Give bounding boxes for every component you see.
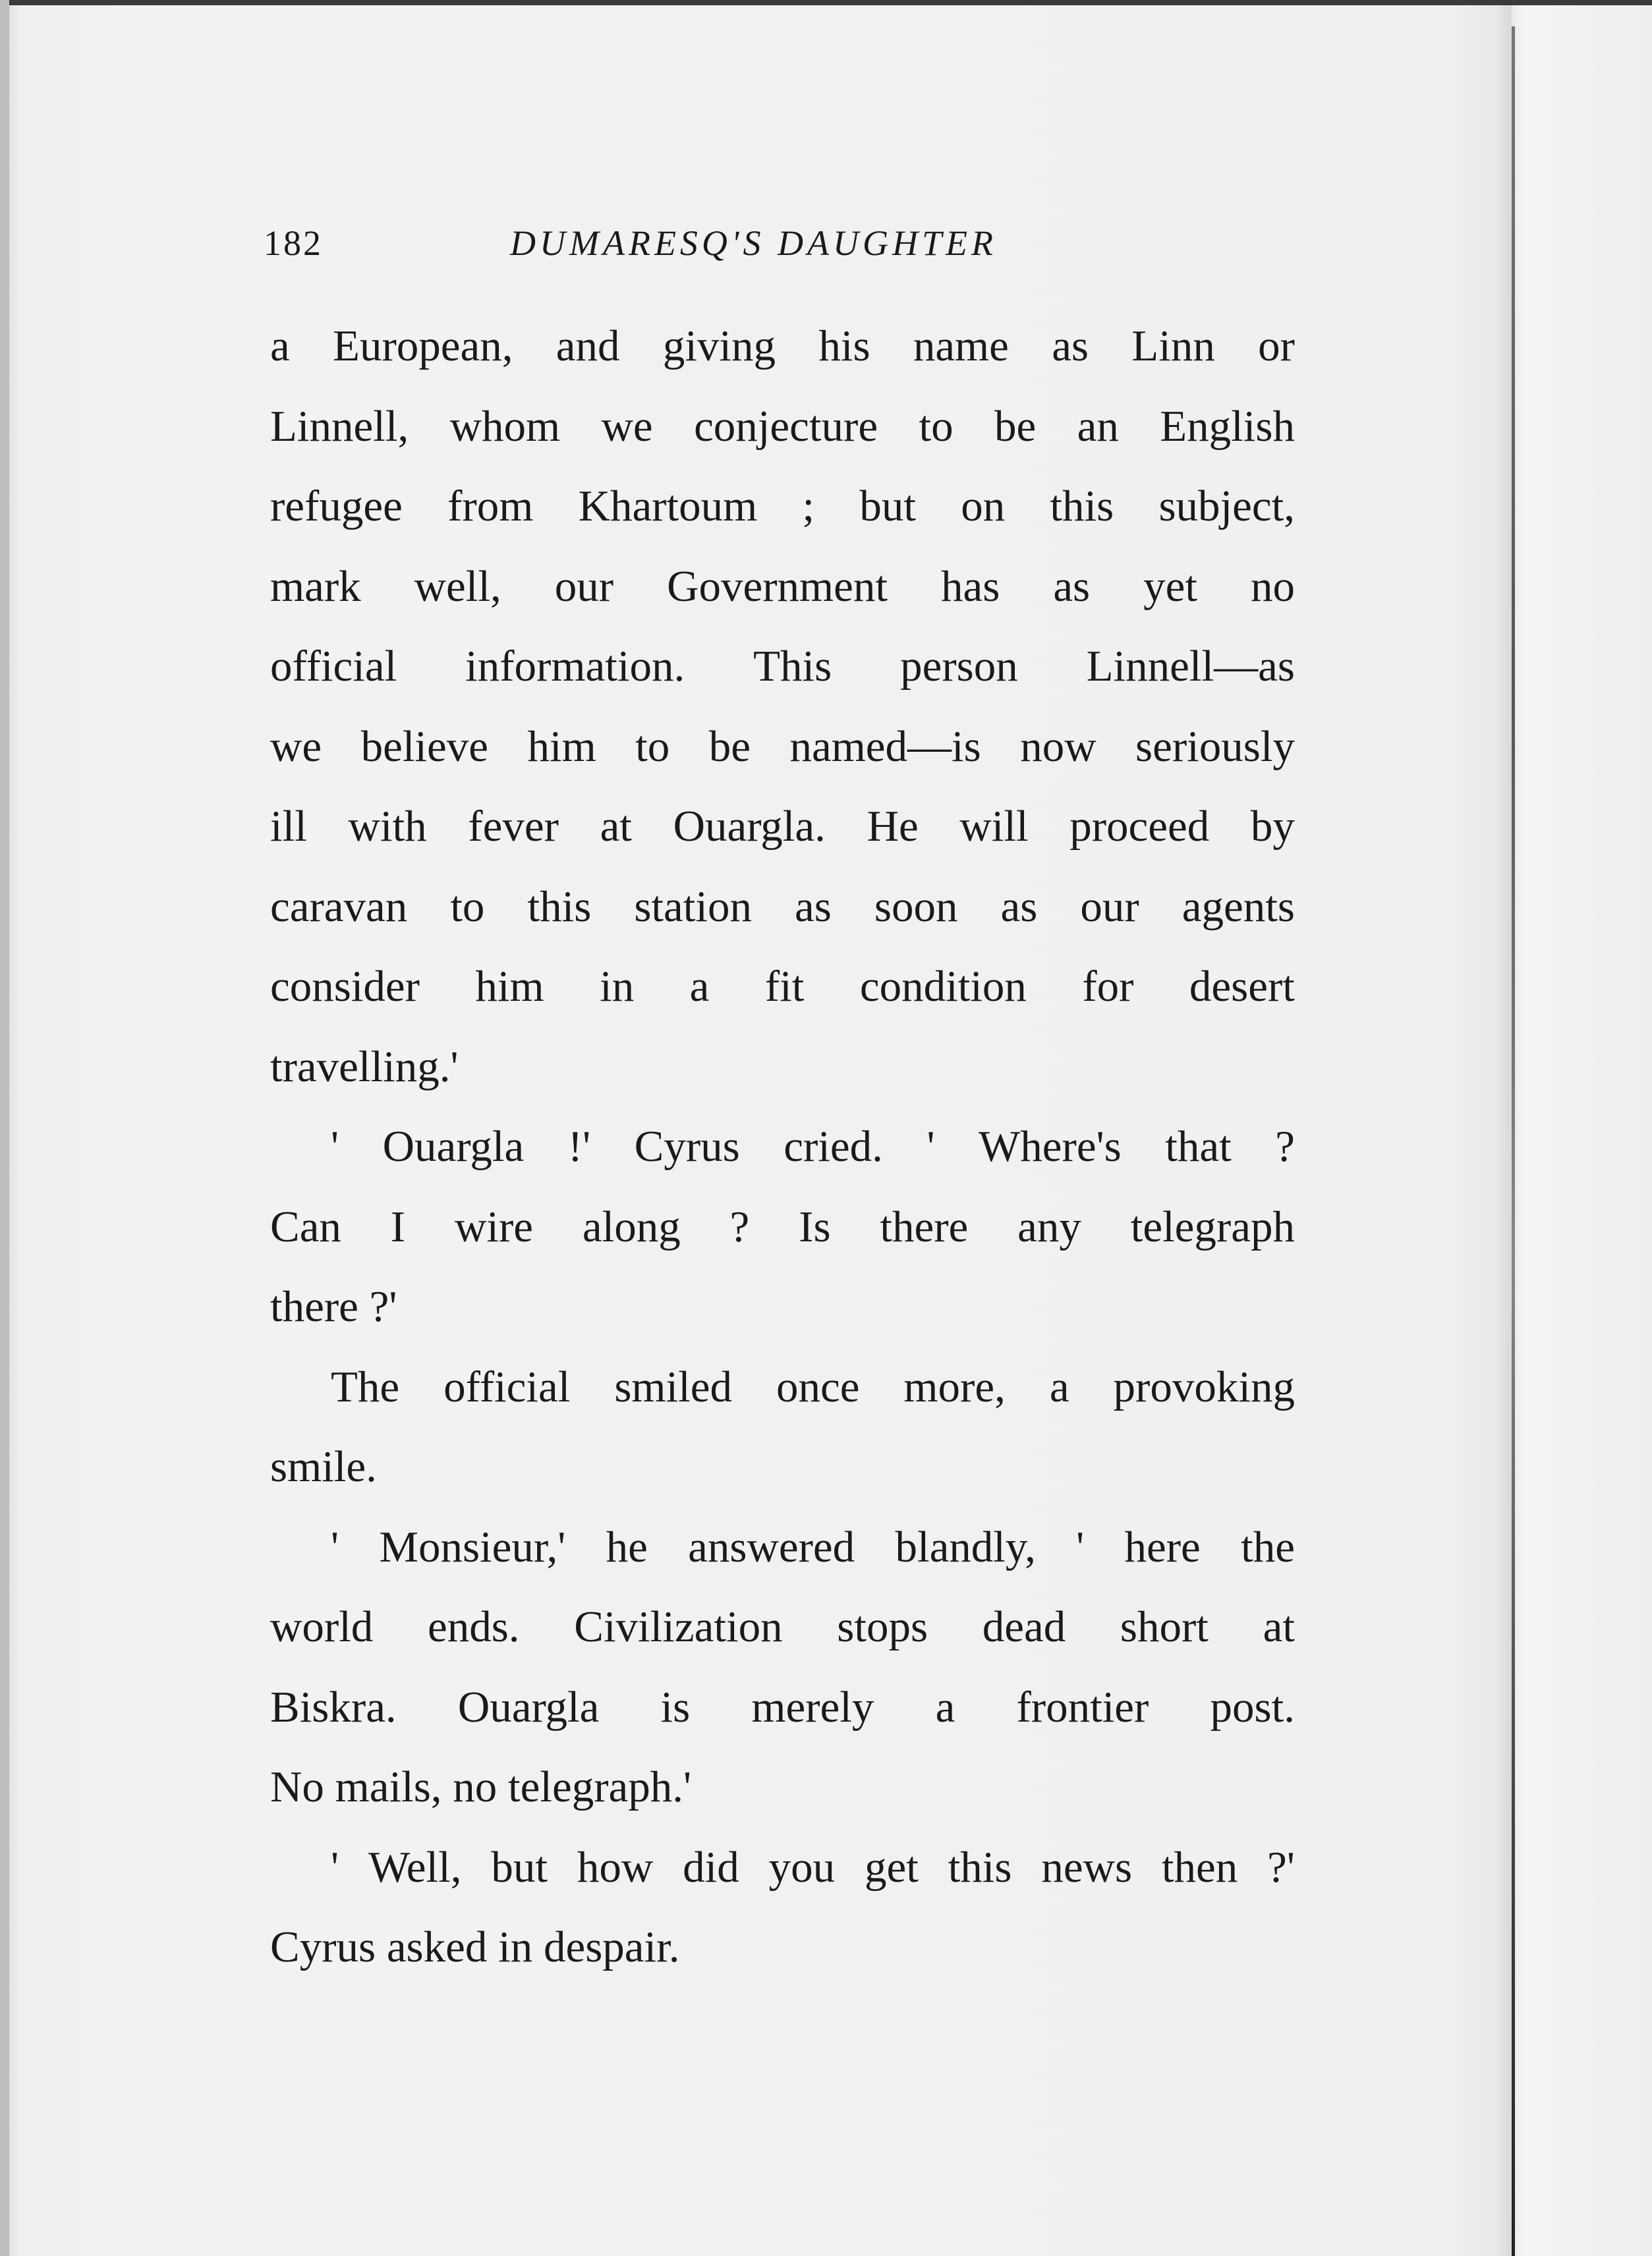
line-text: Cyrus asked in despair.	[270, 1923, 680, 1971]
text-line-7	[270, 787, 1295, 867]
body-text	[270, 306, 1295, 1988]
word: smiled	[614, 1362, 732, 1411]
text-line-19	[270, 1747, 1295, 1828]
word: well,	[414, 561, 501, 611]
word: subject,	[1158, 482, 1295, 530]
word: Government	[667, 561, 888, 611]
word: '	[331, 1842, 339, 1892]
word: did	[683, 1842, 739, 1892]
page-number: 182	[264, 223, 323, 263]
word: Linnell—as	[1086, 642, 1295, 691]
word: ill	[270, 802, 307, 851]
page-left-edge	[0, 0, 9, 2256]
word: agents	[1182, 882, 1295, 931]
line-text: No mails, no telegraph.'	[270, 1762, 692, 1811]
word: this	[948, 1842, 1012, 1892]
word: name	[913, 322, 1009, 370]
word: on	[961, 482, 1006, 530]
word: as	[1000, 882, 1038, 931]
word: conjecture	[694, 401, 878, 451]
word: more,	[903, 1362, 1006, 1411]
word: a	[270, 322, 290, 370]
text-line-14	[270, 1347, 1295, 1428]
word: or	[1258, 322, 1295, 370]
word: our	[1080, 882, 1139, 931]
word: to	[919, 401, 954, 451]
word: proceed	[1069, 802, 1210, 851]
word: to	[635, 721, 670, 771]
word: be	[708, 721, 751, 771]
word: ends.	[428, 1602, 520, 1651]
word: person	[900, 642, 1018, 691]
text-line-1	[270, 306, 1295, 387]
word: ?'	[1267, 1842, 1295, 1892]
text-line-3	[270, 466, 1295, 547]
word: '	[926, 1122, 935, 1171]
text-line-9	[270, 947, 1295, 1027]
text-line-16	[270, 1508, 1295, 1588]
word: desert	[1189, 962, 1295, 1011]
word: in	[600, 962, 635, 1011]
word: as	[1053, 561, 1091, 611]
word: no	[1250, 561, 1295, 611]
word: you	[768, 1842, 836, 1892]
word: '	[331, 1522, 339, 1571]
text-line-20	[270, 1828, 1295, 1908]
word: !'	[567, 1122, 591, 1171]
word: English	[1160, 401, 1295, 451]
word: seriously	[1135, 721, 1295, 771]
word: get	[864, 1842, 919, 1892]
word: Cyrus	[634, 1122, 740, 1171]
word: here	[1124, 1522, 1201, 1571]
text-line-2	[270, 387, 1295, 467]
word: condition	[859, 962, 1027, 1011]
word: frontier	[1016, 1682, 1149, 1732]
word: has	[941, 561, 1000, 611]
word: official	[270, 642, 397, 691]
word: blandly,	[895, 1522, 1036, 1571]
word: caravan	[270, 882, 408, 931]
word: an	[1077, 401, 1119, 451]
running-title: DUMARESQ'S DAUGHTER	[510, 223, 997, 263]
word: at	[600, 802, 632, 851]
word: ?	[729, 1202, 750, 1251]
word: This	[753, 642, 832, 691]
word: Is	[799, 1202, 831, 1251]
word: Civilization	[574, 1602, 783, 1651]
word: to	[450, 882, 485, 931]
word: whom	[449, 401, 561, 451]
word: '	[331, 1122, 339, 1171]
word: answered	[688, 1522, 855, 1571]
text-line-8	[270, 867, 1295, 947]
word: Ouargla.	[673, 802, 826, 851]
word: yet	[1143, 561, 1197, 611]
word: him	[527, 721, 596, 771]
word: along	[582, 1202, 681, 1251]
text-line-13	[270, 1267, 1295, 1347]
word: this	[527, 882, 592, 931]
word: official	[443, 1362, 571, 1411]
word: fever	[468, 802, 559, 851]
running-header	[264, 223, 1318, 269]
word: Ouargla	[457, 1682, 600, 1732]
word: news	[1041, 1842, 1133, 1892]
word: there	[880, 1202, 969, 1251]
word: a	[689, 962, 710, 1011]
word: fit	[764, 962, 805, 1011]
word: from	[447, 482, 534, 530]
gutter-shadow	[1496, 0, 1512, 2256]
word: his	[818, 322, 870, 370]
word: mark	[270, 561, 361, 611]
word: as	[795, 882, 832, 931]
word: '	[1076, 1522, 1085, 1571]
word: short	[1120, 1602, 1209, 1651]
word: European,	[333, 322, 513, 370]
word: once	[776, 1362, 860, 1411]
word: then	[1161, 1842, 1238, 1892]
line-text: there ?'	[270, 1282, 397, 1331]
word: we	[601, 401, 653, 451]
word: giving	[662, 322, 776, 370]
word: now	[1020, 721, 1097, 771]
word: with	[348, 802, 427, 851]
word: named—is	[789, 721, 981, 771]
page-top-edge	[0, 0, 1652, 5]
word: telegraph	[1130, 1202, 1295, 1251]
word: Can	[270, 1202, 341, 1251]
word: Ouargla	[382, 1122, 525, 1171]
word: Linnell,	[270, 401, 409, 451]
word: him	[475, 962, 544, 1011]
text-line-17	[270, 1587, 1295, 1668]
word: ;	[802, 482, 815, 530]
word: that	[1165, 1122, 1232, 1171]
word: this	[1050, 482, 1114, 530]
word: is	[660, 1682, 691, 1732]
word: the	[1241, 1522, 1295, 1571]
word: I	[390, 1202, 406, 1251]
word: and	[555, 322, 620, 370]
word: will	[959, 802, 1029, 851]
word: Well,	[368, 1842, 462, 1892]
word: station	[634, 882, 752, 931]
word: believe	[360, 721, 489, 771]
word: we	[270, 721, 322, 771]
word: soon	[874, 882, 958, 931]
word: Biskra.	[270, 1682, 397, 1732]
line-text: smile.	[270, 1442, 377, 1491]
word: he	[606, 1522, 648, 1571]
word: dead	[982, 1602, 1066, 1651]
word: our	[554, 561, 614, 611]
word: world	[270, 1602, 374, 1651]
word: but	[491, 1842, 548, 1892]
word: information.	[465, 642, 685, 691]
word: refugee	[270, 482, 403, 530]
word: merely	[751, 1682, 874, 1732]
word: but	[859, 482, 916, 530]
word: Monsieur,'	[379, 1522, 566, 1571]
text-line-10	[270, 1027, 1295, 1108]
word: Khartoum	[578, 482, 758, 530]
word: consider	[270, 962, 420, 1011]
word: provoking	[1113, 1362, 1295, 1411]
word: ?	[1275, 1122, 1295, 1171]
word: post.	[1210, 1682, 1295, 1732]
text-line-11	[270, 1107, 1295, 1187]
text-line-5	[270, 627, 1295, 707]
text-line-4	[270, 547, 1295, 627]
word: The	[331, 1362, 400, 1411]
line-text: travelling.'	[270, 1042, 459, 1091]
word: Where's	[979, 1122, 1122, 1171]
word: a	[1049, 1362, 1069, 1411]
text-line-21	[270, 1907, 1295, 1988]
word: as	[1052, 322, 1089, 370]
text-line-12	[270, 1187, 1295, 1268]
word: how	[577, 1842, 654, 1892]
word: Linn	[1131, 322, 1215, 370]
text-line-18	[270, 1668, 1295, 1748]
word: stops	[837, 1602, 928, 1651]
text-line-6	[270, 707, 1295, 787]
word: by	[1250, 802, 1295, 851]
word: cried.	[783, 1122, 883, 1171]
word: a	[935, 1682, 955, 1732]
text-line-15	[270, 1427, 1295, 1508]
word: wire	[454, 1202, 533, 1251]
word: at	[1263, 1602, 1295, 1651]
word: for	[1082, 962, 1134, 1011]
binding-gutter-line	[1512, 26, 1515, 2256]
word: any	[1017, 1202, 1081, 1251]
word: He	[867, 802, 919, 851]
word: be	[994, 401, 1037, 451]
